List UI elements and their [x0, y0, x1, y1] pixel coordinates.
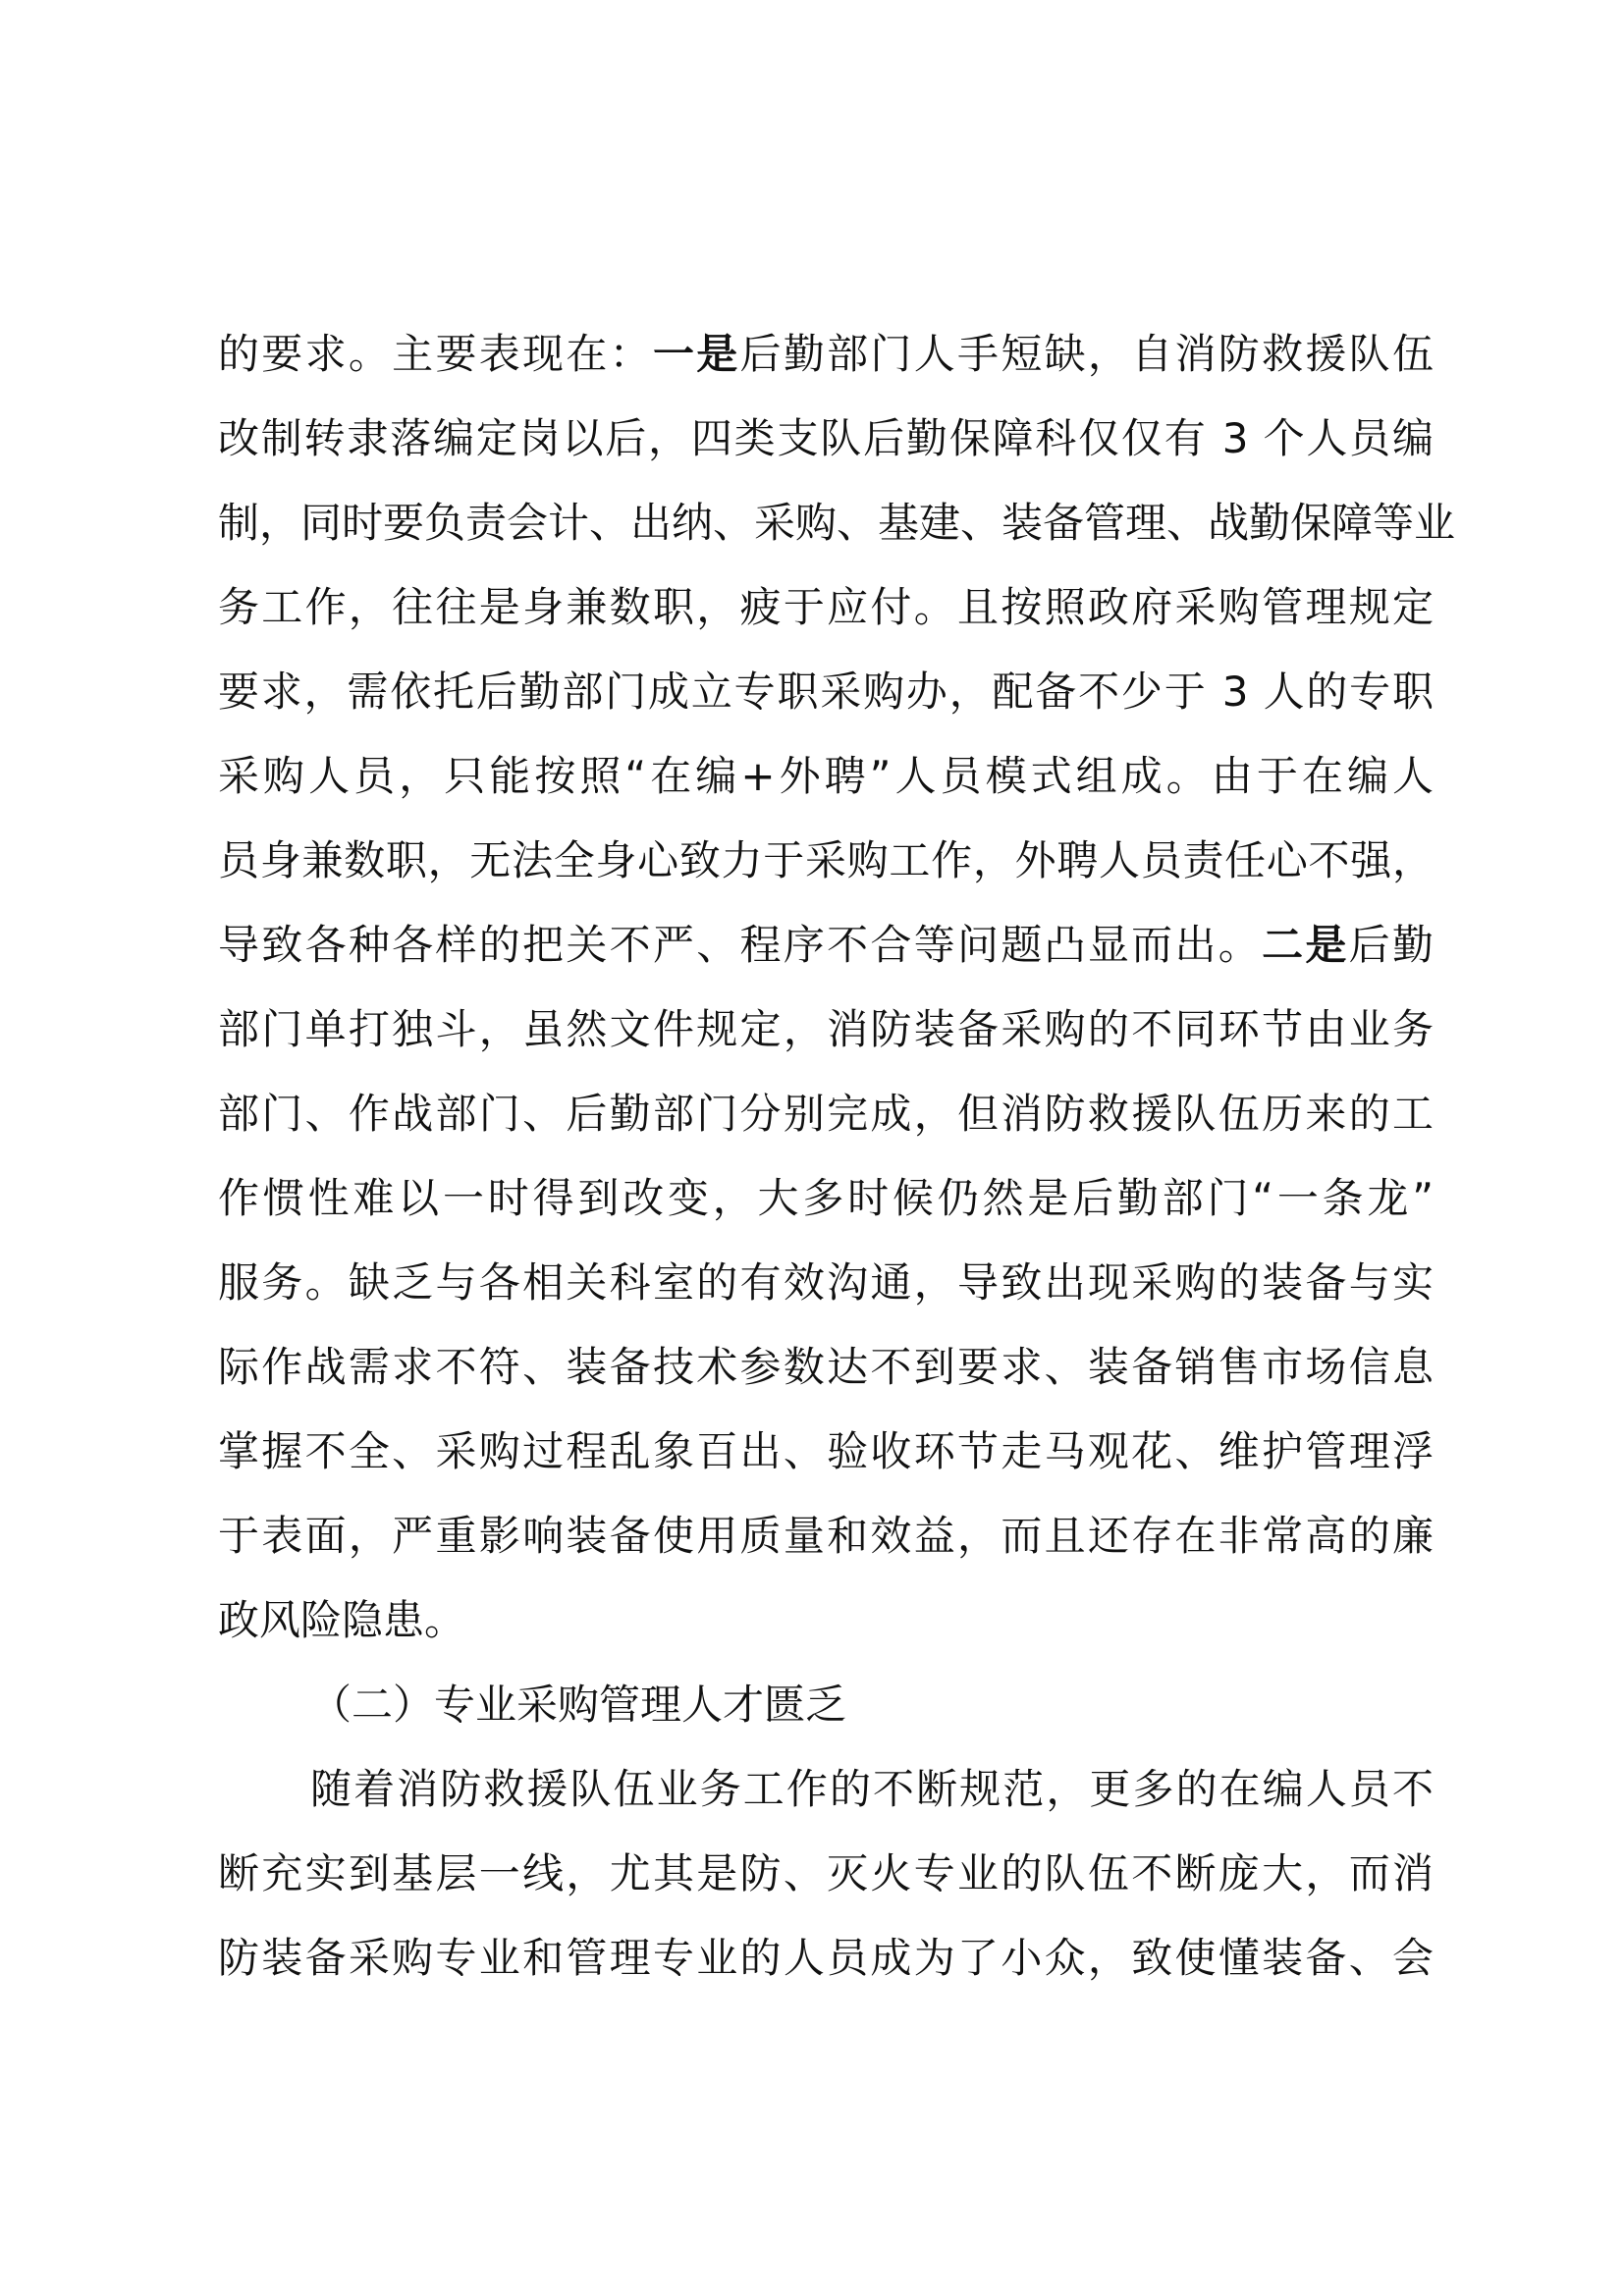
text-segment: 后勤	[1348, 921, 1434, 969]
text-line	[218, 397, 1434, 481]
text-line	[218, 650, 1434, 734]
text-segment: 随着消防救援队伍业务工作的不断规范，更多的在编人员不	[310, 1765, 1434, 1813]
text-line	[218, 1241, 1434, 1325]
text-segment: 采购人员，只能按照“在编+外聘”人员模式组成。由于在编人	[218, 752, 1434, 800]
text-line	[218, 1156, 1434, 1241]
text-line	[218, 734, 1434, 819]
text-segment: 防装备采购专业和管理专业的人员成为了小众，致使懂装备、会	[218, 1934, 1434, 1982]
text-line	[218, 312, 1434, 397]
text-segment: 制，同时要负责会计、出纳、采购、基建、装备管理、战勤保障等业	[218, 499, 1456, 547]
text-segment: 政风险隐患。	[218, 1596, 466, 1644]
text-line	[218, 1494, 1434, 1578]
text-line	[218, 988, 1434, 1072]
text-segment: 于表面，严重影响装备使用质量和效益，而且还存在非常高的廉	[218, 1512, 1434, 1560]
document-page	[218, 312, 1456, 2001]
text-segment: （二）专业采购管理人才匮乏	[310, 1681, 847, 1729]
text-segment: 部门单打独斗，虽然文件规定，消防装备采购的不同环节由业务	[218, 1005, 1434, 1053]
text-line	[218, 1325, 1434, 1410]
text-segment: 掌握不全、采购过程乱象百出、验收环节走马观花、维护管理浮	[218, 1427, 1434, 1475]
text-segment: 的要求。主要表现在：	[218, 330, 653, 378]
bold-marker-text: 二是	[1262, 921, 1349, 969]
text-segment: 导致各种各样的把关不严、程序不合等问题凸显而出。	[218, 921, 1263, 969]
text-line	[218, 1410, 1434, 1494]
text-segment: 际作战需求不符、装备技术参数达不到要求、装备销售市场信息	[218, 1343, 1434, 1391]
text-segment: 员身兼数职，无法全身心致力于采购工作，外聘人员责任心不强，	[218, 836, 1434, 884]
text-segment: 要求，需依托后勤部门成立专职采购办，配备不少于 3 人的专职	[218, 667, 1434, 716]
bold-marker-text: 一是	[652, 330, 740, 378]
text-segment: 务工作，往往是身兼数职，疲于应付。且按照政府采购管理规定	[218, 583, 1434, 631]
text-line	[218, 565, 1434, 650]
text-line	[218, 819, 1434, 903]
text-line	[218, 481, 1456, 565]
section-heading	[218, 1663, 1434, 1747]
text-line	[218, 1832, 1434, 1916]
text-line	[218, 1578, 1434, 1663]
text-segment: 服务。缺乏与各相关科室的有效沟通，导致出现采购的装备与实	[218, 1258, 1434, 1307]
text-line	[218, 1916, 1434, 2001]
text-segment: 后勤部门人手短缺，自消防救援队伍	[739, 330, 1434, 378]
text-segment: 部门、作战部门、后勤部门分别完成，但消防救援队伍历来的工	[218, 1090, 1434, 1138]
text-segment: 断充实到基层一线，尤其是防、灭火专业的队伍不断庞大，而消	[218, 1849, 1434, 1897]
text-line	[218, 1072, 1434, 1156]
text-segment: 改制转隶落编定岗以后，四类支队后勤保障科仅仅有 3 个人员编	[218, 414, 1434, 462]
text-segment: 作惯性难以一时得到改变，大多时候仍然是后勤部门“一条龙”	[218, 1174, 1434, 1222]
text-line	[218, 903, 1434, 988]
text-line	[218, 1747, 1434, 1832]
